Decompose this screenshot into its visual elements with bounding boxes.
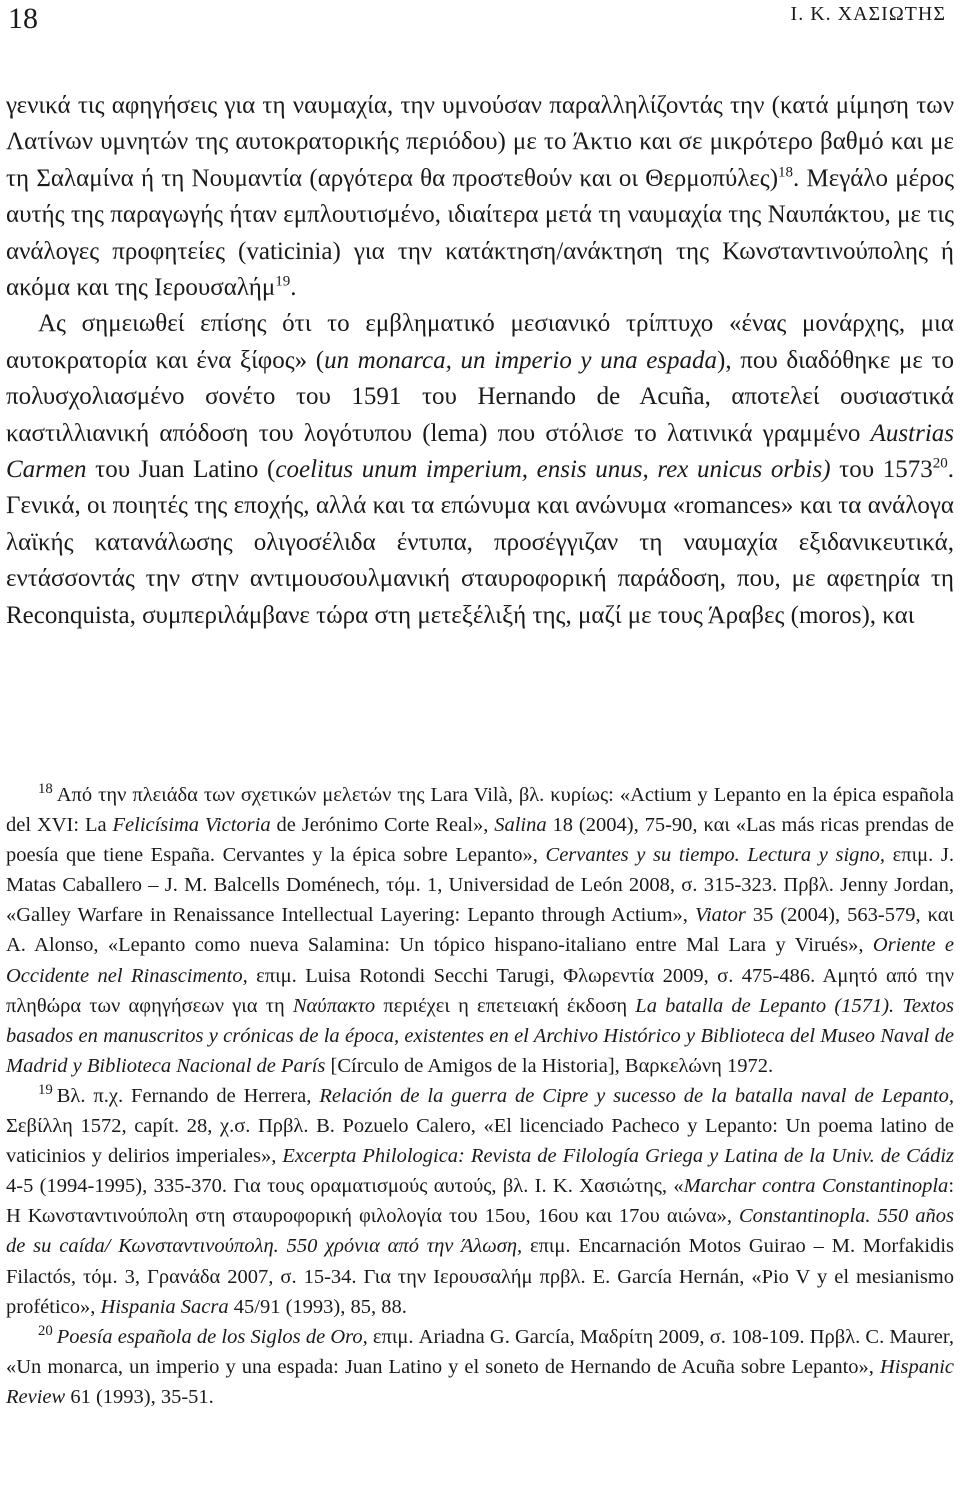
italic-span: Viator [694, 904, 746, 927]
text-span: Σεβίλλη 1572, capít. 28, χ.σ. Πρβλ. B. Pozuelo Calero, «El licenciado Pacheco y Lepanto: Un poema latino de vaticinios y delirios imperiales», [6, 1115, 954, 1168]
footnote-18 [6, 780, 954, 1081]
italic-span: Poesía española de los Siglos de Oro, [56, 1325, 368, 1348]
text-span: 61 (1993), 35-51. [65, 1385, 214, 1408]
italic-span: Cervantes y su tiempo. Lectura y signo, [545, 844, 886, 867]
footnotes [6, 780, 954, 1412]
footnote-number: 18 [38, 781, 53, 798]
text-span: . [290, 274, 297, 302]
italic-span: Marchar contra Constantinopla [683, 1175, 949, 1198]
text-span: περιέχει η επετειακή έκδοση [375, 994, 636, 1017]
text-span: : Η Κωνσταντινούπολη στη σταυροφορική φιλολογία του 15ου, 16ου και 17ου αιώνα», [6, 1175, 955, 1228]
text-span: γενικά τις αφηγήσεις για τη ναυμαχία, την υμνούσαν παραλληλίζοντάς την (κατά μίμηση των Λατίνων υμνητών της αυτοκρατορικής περιόδου) με το Άκτιο και σε μικρότερο βαθμό και με τη Σαλαμίνα ή τη Νουμαντία (αργότερα θα προστεθούν και οι Θερμοπύλες) [6, 92, 954, 192]
text-span: 4-5 (1994-1995), 335-370. Για τους οραματισμούς αυτούς, βλ. Ι. Κ. Χασιώτης, « [6, 1175, 684, 1198]
text-span: . Μεγάλο μέρος αυτής της παραγωγής ήταν εμπλουτισμένο, ιδιαίτερα μετά τη ναυμαχία της Ναυπάκτου, με τις ανάλογες προφητείες (vaticinia) για την κατάκτηση/ανάκτηση της Κωνσταντινούπολης ή ακόμα και της Ιερουσαλήμ [6, 164, 954, 302]
text-span: de Jerónimo Corte Real», [270, 814, 495, 837]
text-span: Ας σημειωθεί επίσης ότι το εμβληματικό μεσιανικό τρίπτυχο «ένας μονάρχης, μια αυτοκρατορία και ένα ξίφος» ( [6, 310, 954, 374]
text-span: ), που διαδόθηκε με το πολυσχολιασμένο σονέτο του 1591 του Hernando de Acuña, αποτελεί ουσιαστικά καστιλλιανική απόδοση του λογότυπου (lema) που στόλισε το λατινικά γραμμένο [6, 346, 954, 447]
paragraph-2 [6, 306, 954, 634]
italic-span: Hispania Sacra [100, 1295, 229, 1318]
paragraph-1 [6, 88, 954, 306]
italic-span: Oriente e Occidente nel Rinascimento, [6, 934, 954, 987]
italic-span: Relación de la guerra de Cipre y sucesso de la batalla naval de Lepanto, [319, 1084, 954, 1107]
italic-span: Hispanic Review [6, 1355, 954, 1408]
footnote-20 [6, 1322, 954, 1412]
text-span: 45/91 (1993), 85, 88. [228, 1295, 407, 1318]
footnote-number: 20 [38, 1322, 53, 1339]
footnote-ref-18[interactable]: 18 [778, 164, 794, 181]
text-span: 18 (2004), 75-90, και «Las más ricas prendas de poesía que tiene España. Cervantes y la épica sobre Lepanto», [6, 814, 955, 867]
text-span: Βλ. π.χ. Fernando de Herrera, [56, 1084, 320, 1107]
footnote-ref-20[interactable]: 20 [932, 455, 948, 472]
main-text [6, 88, 954, 634]
text-span: . Γενικά, οι ποιητές της εποχής, αλλά και τα επώνυμα και ανώνυμα «romances» και τα ανάλογα λαϊκής κατανάλωσης ολιγοσέλιδα έντυπα, προσέγγιζαν τη ναυμαχία εξιδανικευτικά, εντάσσοντάς την στην αντιμουσουλμανική σταυροφορική παράδοση, που, με αφετηρία τη Reconquista, συμπεριλάμβανε τώρα στη μετεξέλιξή της, μαζί με τους Άραβες (moros), και [6, 456, 954, 629]
page-number: 18 [8, 2, 38, 35]
italic-span: Constantinopla. 550 años de su caída/ Κωνσταντινούπολη. 550 χρόνια από την Άλωση, [6, 1205, 954, 1258]
italic-span: La batalla de Lepanto (1571). Textos basados en manuscritos y crónicas de la época, existentes en el Archivo Histórico y Biblioteca del Museo Naval de Madrid y Biblioteca Nacional de París [6, 994, 954, 1077]
text-span: [Círculo de Amigos de la Historia], Βαρκελώνη 1972. [325, 1054, 774, 1077]
text-span: του 1573 [830, 456, 933, 484]
italic-span: Ναύπακτο [292, 994, 376, 1017]
italic-span: un monarca, un imperio y una espada [324, 346, 718, 374]
italic-span: Felicísima Victoria [112, 814, 271, 837]
text-span: επιμ. J. Matas Caballero – J. M. Balcells Doménech, τόμ. 1, Universidad de León 2008, σ. 315-323. Πρβλ. Jenny Jordan, «Galley Warfare in Renaissance Intellectual Layering: Lepanto through Actium», [6, 844, 954, 927]
text-span: Από την πλειάδα των σχετικών μελετών της Lara Vilà, βλ. κυρίως: «Actium y Lepanto en la épica española del XVI: La [6, 784, 954, 837]
text-span: επιμ. Encarnación Motos Guirao – M. Morfakidis Filactós, τόμ. 3, Γρανάδα 2007, σ. 15-34. Για την Ιερουσαλήμ πρβλ. E. García Hernán, «Pio V y el mesianismo profético», [6, 1235, 954, 1318]
footnote-19 [6, 1081, 954, 1322]
footnote-ref-19[interactable]: 19 [275, 273, 291, 290]
italic-span: Excerpta Philologica: Revista de Filología Griega y Latina de la Univ. de Cádiz [282, 1145, 954, 1168]
footnote-number: 19 [38, 1082, 53, 1099]
italic-span: Austrias Carmen [6, 419, 954, 484]
running-head: Ι. Κ. ΧΑΣΙΩΤΗΣ [790, 3, 946, 25]
text-span: 35 (2004), 563-579, και A. Alonso, «Lepanto como nueva Salamina: Un tópico hispano-italiano entre Mal Lara y Virués», [6, 904, 954, 957]
text-span: του Juan Latino ( [86, 456, 276, 484]
italic-span: Salina [494, 814, 547, 837]
italic-span: coelitus unum imperium, ensis unus, rex unicus orbis) [275, 456, 831, 484]
text-span: επιμ. Luisa Rotondi Secchi Tarugi, Φλωρεντία 2009, σ. 475-486. Αμητό από την πληθώρα των αφηγήσεων για τη [6, 964, 954, 1017]
text-span: επιμ. Ariadna G. García, Μαδρίτη 2009, σ. 108-109. Πρβλ. C. Maurer, «Un monarca, un imperio y una espada: Juan Latino y el soneto de Hernando de Acuña sobre Lepanto», [6, 1325, 954, 1378]
